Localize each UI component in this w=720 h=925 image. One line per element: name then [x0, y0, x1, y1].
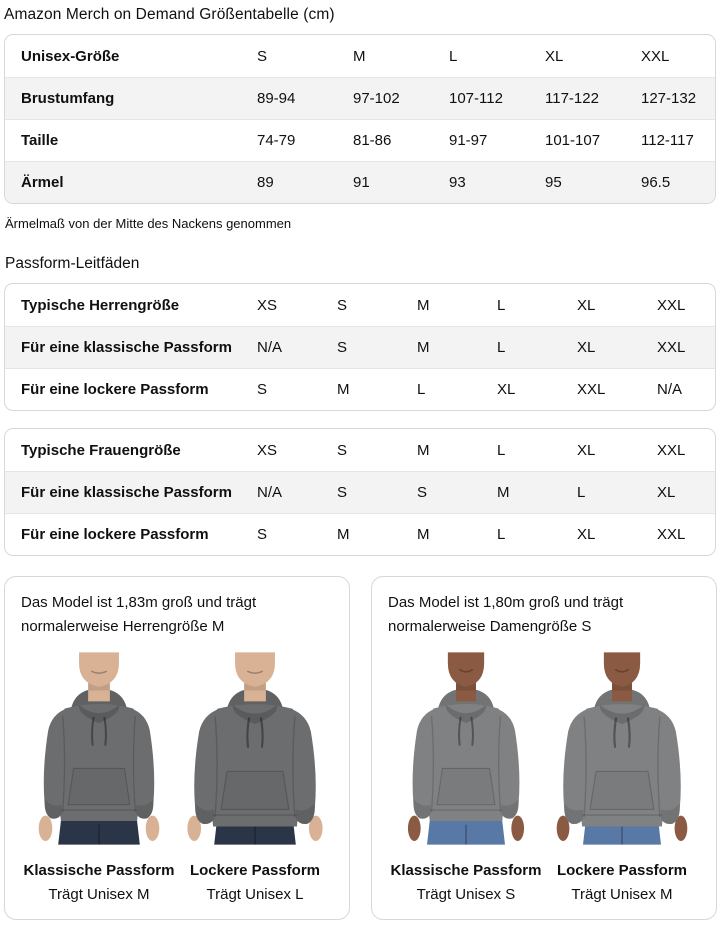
row-label: Unisex-Größe	[21, 47, 120, 65]
hoodie-model-photo	[21, 645, 177, 852]
size-value: XL	[657, 484, 676, 501]
sleeve-measure-footnote: Ärmelmaß von der Mitte des Nackens genommen	[5, 216, 292, 231]
table-row	[5, 471, 715, 513]
model-figure-classic	[21, 643, 177, 903]
size-value: XS	[257, 296, 278, 314]
size-value: XXL	[657, 441, 686, 459]
table-row	[5, 119, 715, 161]
hoodie-model-photo	[388, 645, 544, 852]
size-value: XL	[497, 381, 516, 398]
row-label: Ärmel	[21, 174, 64, 191]
size-value: XXL	[577, 381, 606, 398]
hoodie-model-photo	[544, 645, 700, 852]
measurement-value: 112-117	[641, 132, 694, 149]
size-value: XL	[577, 339, 596, 356]
size-value: N/A	[657, 381, 683, 398]
size-value: M	[337, 381, 350, 398]
measurement-value: 117-122	[545, 90, 599, 107]
fit-caption: Klassische Passform	[390, 862, 542, 879]
measurement-value: 107-112	[449, 90, 503, 107]
size-value: M	[417, 441, 430, 459]
row-label: Typische Frauengröße	[21, 441, 181, 459]
size-header: M	[353, 47, 366, 65]
size-header: XL	[545, 47, 564, 65]
mens-fit-table	[4, 283, 716, 411]
size-value: L	[497, 339, 506, 356]
table-row	[5, 513, 715, 555]
size-value: L	[417, 381, 426, 398]
size-header: S	[257, 47, 268, 65]
size-caption: Trägt Unisex S	[416, 886, 516, 903]
size-value: N/A	[257, 484, 283, 501]
size-value: M	[417, 339, 430, 356]
size-value: L	[497, 441, 506, 459]
measurement-value: 97-102	[353, 90, 400, 107]
row-label: Für eine klassische Passform	[21, 339, 232, 356]
size-header: XXL	[641, 47, 670, 65]
size-value: XL	[577, 441, 596, 459]
size-value: S	[337, 339, 348, 356]
table-header-row	[5, 35, 715, 77]
size-caption: Trägt Unisex M	[571, 886, 673, 903]
model-cards-row	[4, 576, 716, 920]
measurement-value: 89	[257, 174, 274, 191]
fit-caption: Lockere Passform	[556, 862, 688, 879]
table-row	[5, 161, 715, 203]
size-value: S	[417, 484, 428, 501]
row-label: Brustumfang	[21, 90, 115, 107]
size-caption: Trägt Unisex M	[48, 886, 150, 903]
size-value: S	[337, 441, 348, 459]
size-value: XXL	[657, 296, 686, 314]
size-value: N/A	[257, 339, 283, 356]
measurement-value: 89-94	[257, 90, 296, 107]
model-figure-classic	[388, 643, 544, 903]
row-label: Für eine lockere Passform	[21, 526, 209, 543]
hoodie-model-photo	[177, 645, 333, 852]
size-value: S	[337, 484, 348, 501]
size-value: S	[257, 381, 268, 398]
fit-guides-title: Passform-Leitfäden	[5, 255, 140, 272]
size-value: L	[497, 296, 506, 314]
size-value: S	[337, 296, 348, 314]
model-figure-loose	[177, 643, 333, 903]
row-label: Typische Herrengröße	[21, 296, 180, 314]
size-value: XXL	[657, 339, 686, 356]
size-value: M	[497, 484, 510, 501]
page-title: Amazon Merch on Demand Größentabelle (cm)	[4, 6, 335, 23]
size-value: XS	[257, 441, 278, 459]
row-label: Taille	[21, 132, 59, 149]
table-row	[5, 368, 715, 410]
fit-caption: Klassische Passform	[23, 862, 175, 879]
measurement-value: 95	[545, 174, 562, 191]
size-value: M	[417, 296, 430, 314]
measurement-value: 81-86	[353, 132, 392, 149]
size-value: XXL	[657, 526, 686, 543]
unisex-size-table	[4, 34, 716, 204]
size-value: L	[497, 526, 506, 543]
measurement-value: 96.5	[641, 174, 671, 191]
size-header: L	[449, 47, 458, 65]
measurement-value: 91-97	[449, 132, 488, 149]
table-row	[5, 429, 715, 471]
measurement-value: 127-132	[641, 90, 697, 107]
measurement-value: 91	[353, 174, 370, 191]
womens-fit-table	[4, 428, 716, 556]
size-caption: Trägt Unisex L	[206, 886, 304, 903]
fit-caption: Lockere Passform	[189, 862, 321, 879]
table-row	[5, 326, 715, 368]
female-model-card	[371, 576, 717, 920]
measurement-value: 93	[449, 174, 466, 191]
measurement-value: 74-79	[257, 132, 296, 149]
size-value: XL	[577, 296, 596, 314]
size-value: L	[577, 484, 586, 501]
table-row	[5, 284, 715, 326]
size-value: M	[337, 526, 350, 543]
male-model-card	[4, 576, 350, 920]
table-row	[5, 77, 715, 119]
size-value: S	[257, 526, 268, 543]
measurement-value: 101-107	[545, 132, 601, 149]
model-heading: Das Model ist 1,83m groß und trägt normalerweise Herrengröße M	[21, 594, 257, 635]
row-label: Für eine klassische Passform	[21, 484, 232, 501]
model-figure-loose	[544, 643, 700, 903]
row-label: Für eine lockere Passform	[21, 381, 209, 398]
size-value: XL	[577, 526, 596, 543]
size-value: M	[417, 526, 430, 543]
model-heading: Das Model ist 1,80m groß und trägt normalerweise Damengröße S	[388, 594, 624, 635]
